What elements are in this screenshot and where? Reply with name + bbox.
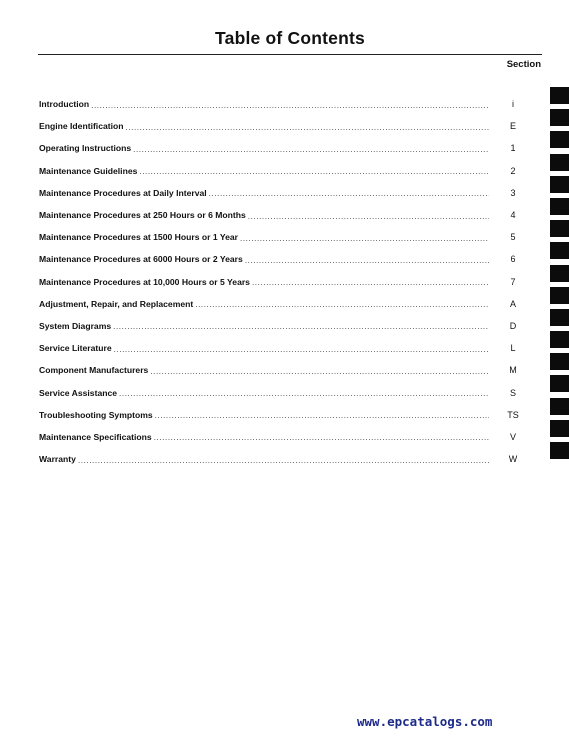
toc-row-service-assistance[interactable] <box>39 381 529 403</box>
toc-entry-title: Operating Instructions <box>39 143 132 154</box>
toc-list <box>39 93 529 470</box>
toc-row-service-literature[interactable] <box>39 337 529 359</box>
toc-entry-title: Maintenance Procedures at 6000 Hours or 2 Years <box>39 254 243 265</box>
toc-row-engine-identification[interactable] <box>39 115 529 137</box>
section-tab-strip <box>550 87 569 464</box>
section-tab-mark[interactable] <box>550 398 569 415</box>
section-tab-mark[interactable] <box>550 420 569 437</box>
dot-leader <box>78 456 489 465</box>
toc-entry-section: TS <box>507 409 519 420</box>
toc-entry-title: Maintenance Guidelines <box>39 165 138 176</box>
section-tab-mark[interactable] <box>550 154 569 171</box>
toc-entry-section: 4 <box>510 210 516 221</box>
toc-entry-title: Engine Identification <box>39 121 124 132</box>
toc-row-adjustment-repair[interactable] <box>39 293 529 315</box>
dot-leader <box>126 123 489 132</box>
toc-entry-title: Maintenance Procedures at 1500 Hours or 1 Year <box>39 232 239 243</box>
section-tab-mark[interactable] <box>550 331 569 348</box>
toc-entry-section: 1 <box>510 143 516 154</box>
toc-entry-section: A <box>509 298 516 309</box>
toc-row-introduction[interactable] <box>39 93 529 115</box>
section-tab-mark[interactable] <box>550 242 569 259</box>
dot-leader <box>114 345 489 354</box>
toc-entry-section: M <box>509 365 517 376</box>
dot-leader <box>133 145 489 154</box>
section-tab-mark[interactable] <box>550 442 569 459</box>
toc-entry-section: 6 <box>510 254 516 265</box>
toc-entry-title: Maintenance Procedures at Daily Interval <box>39 187 207 198</box>
dot-leader <box>154 433 489 442</box>
section-tab-mark[interactable] <box>550 87 569 104</box>
section-tab-mark[interactable] <box>550 131 569 148</box>
page-title: Table of Contents <box>215 28 365 48</box>
toc-entry-section: D <box>509 320 517 331</box>
dot-leader <box>240 234 489 243</box>
dot-leader <box>245 256 489 265</box>
toc-entry-section: S <box>509 387 516 398</box>
section-tab-mark[interactable] <box>550 176 569 193</box>
section-tab-mark[interactable] <box>550 109 569 126</box>
toc-entry-section: 7 <box>510 276 516 287</box>
toc-row-procedures-10000-hours[interactable] <box>39 271 529 293</box>
dot-leader <box>91 101 489 110</box>
dot-leader <box>155 411 489 420</box>
dot-leader <box>248 212 489 221</box>
section-column-header: Section <box>506 59 541 70</box>
section-tab-mark[interactable] <box>550 353 569 370</box>
dot-leader <box>113 322 489 331</box>
section-tab-mark[interactable] <box>550 287 569 304</box>
header-divider <box>38 54 542 55</box>
toc-row-maintenance-guidelines[interactable] <box>39 160 529 182</box>
dot-leader <box>209 189 489 198</box>
toc-entry-title: Component Manufacturers <box>39 365 149 376</box>
toc-row-troubleshooting[interactable] <box>39 404 529 426</box>
toc-row-system-diagrams[interactable] <box>39 315 529 337</box>
toc-row-maintenance-specifications[interactable] <box>39 426 529 448</box>
section-tab-mark[interactable] <box>550 309 569 326</box>
toc-entry-title: Adjustment, Repair, and Replacement <box>39 298 194 309</box>
toc-entry-title: Troubleshooting Symptoms <box>39 409 153 420</box>
toc-entry-title: Service Literature <box>39 343 112 354</box>
toc-entry-title: System Diagrams <box>39 320 112 331</box>
dot-leader <box>150 367 489 376</box>
toc-entry-section: V <box>509 431 516 442</box>
dot-leader <box>139 167 489 176</box>
dot-leader <box>252 278 489 287</box>
toc-entry-title: Maintenance Procedures at 10,000 Hours or 5 Years <box>39 276 250 287</box>
toc-entry-section: 2 <box>510 165 516 176</box>
toc-entry-title: Warranty <box>39 454 76 465</box>
toc-entry-section: E <box>509 121 516 132</box>
toc-entry-section: i <box>512 99 514 110</box>
toc-row-procedures-daily[interactable] <box>39 182 529 204</box>
toc-entry-section: L <box>510 343 516 354</box>
toc-entry-section: 5 <box>510 232 516 243</box>
toc-entry-title: Maintenance Specifications <box>39 431 152 442</box>
dot-leader <box>195 300 489 309</box>
toc-entry-title: Maintenance Procedures at 250 Hours or 6 Months <box>39 210 246 221</box>
toc-row-procedures-6000-hours[interactable] <box>39 248 529 270</box>
watermark-text: www.epcatalogs.com <box>357 714 493 729</box>
toc-entry-title: Introduction <box>39 99 90 110</box>
toc-row-component-manufacturers[interactable] <box>39 359 529 381</box>
toc-row-procedures-250-hours[interactable] <box>39 204 529 226</box>
toc-row-procedures-1500-hours[interactable] <box>39 226 529 248</box>
toc-entry-section: 3 <box>510 187 516 198</box>
section-tab-mark[interactable] <box>550 198 569 215</box>
toc-row-operating-instructions[interactable] <box>39 137 529 159</box>
dot-leader <box>119 389 489 398</box>
section-tab-mark[interactable] <box>550 375 569 392</box>
toc-entry-section: W <box>508 454 518 465</box>
section-tab-mark[interactable] <box>550 265 569 282</box>
toc-entry-title: Service Assistance <box>39 387 118 398</box>
section-tab-mark[interactable] <box>550 220 569 237</box>
toc-row-warranty[interactable] <box>39 448 529 470</box>
